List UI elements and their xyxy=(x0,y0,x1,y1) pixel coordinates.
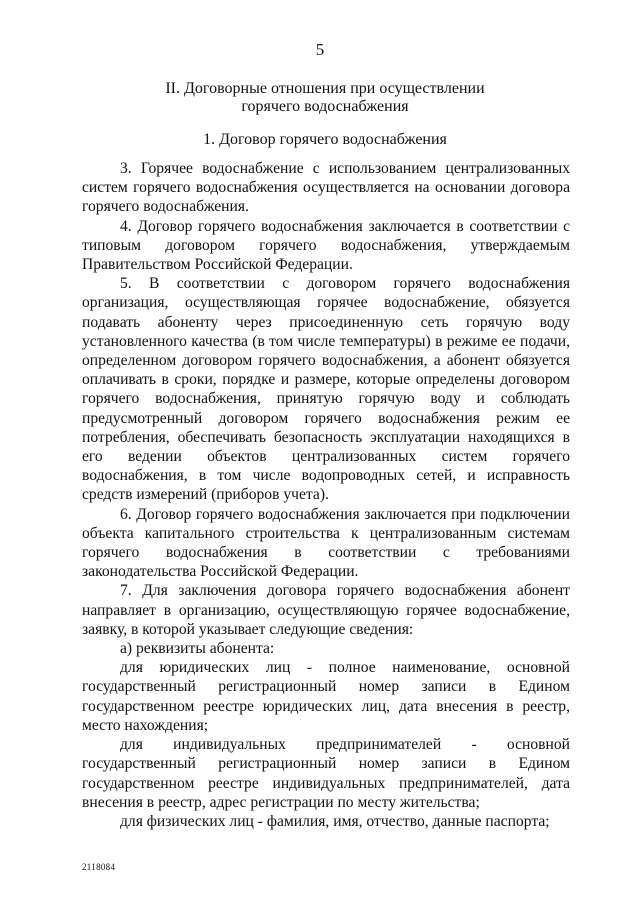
subsection-title: 1. Договор горячего водоснабжения xyxy=(203,131,447,148)
item-a-heading: а) реквизиты абонента: xyxy=(120,640,275,658)
paragraph-7: 7. Для заключения договора горячего водоснабжения абонент направляет в организацию, осуществляющую горячее водоснабжение, заявку, в которой указывает следующие сведения: xyxy=(82,582,570,638)
item-legal-entities: для юридических лиц - полное наименование, основной государственный регистрационный номер записи в Едином государственном реестре юридических лиц, дата внесения в реестр, место нахождения; xyxy=(82,659,570,734)
section-title xyxy=(80,80,570,116)
paragraph-5: 5. В соответствии с договором горячего водоснабжения организация, осуществляющая горячее водоснабжение, обязуется подавать абоненту через присоединенную сеть горячую воду установленного качества (в том числе температуры) в режиме ее подачи, определенном договором горячего водоснабжения, а абонент обязуется оплачивать в сроки, порядке и размере, которые определены договором горячего водоснабжения, принятую горячую воду и соблюдать предусмотренный договором горячего водоснабжения режим ее потребления, обеспечивать безопасность эксплуатации находящихся в его ведении объектов централизованных систем горячего водоснабжения, в том числе водопроводных сетей, и исправность средств измерений (приборов учета). xyxy=(82,275,570,504)
item-entrepreneurs: для индивидуальных предпринимателей - основной государственный регистрационный номер записи в Едином государственном реестре индивидуальных предпринимателей, дата внесения в реестр, адрес регистрации по месту жительства; xyxy=(82,736,570,811)
document-body xyxy=(82,159,570,831)
section-title-line-2: горячего водоснабжения xyxy=(241,98,409,115)
paragraph-6: 6. Договор горячего водоснабжения заключается при подключении объекта капитального строительства к централизованным системам горячего водоснабжения в соответствии с требованиями законодательства Российской Федерации. xyxy=(82,505,570,581)
section-title-line-1: II. Договорные отношения при осуществлении xyxy=(165,80,485,97)
document-code: 2118084 xyxy=(82,862,116,872)
paragraph-3: 3. Горячее водоснабжение с использованием централизованных систем горячего водоснабжения осуществляется на основании договора горячего водоснабжения. xyxy=(82,160,570,216)
paragraph-4: 4. Договор горячего водоснабжения заключается в соответствии с типовым договором горячего водоснабжения, утверждаемым Правительством Российской Федерации. xyxy=(82,217,570,274)
item-individuals: для физических лиц - фамилия, имя, отчество, данные паспорта; xyxy=(120,812,550,830)
page-number: 5 xyxy=(315,40,325,59)
